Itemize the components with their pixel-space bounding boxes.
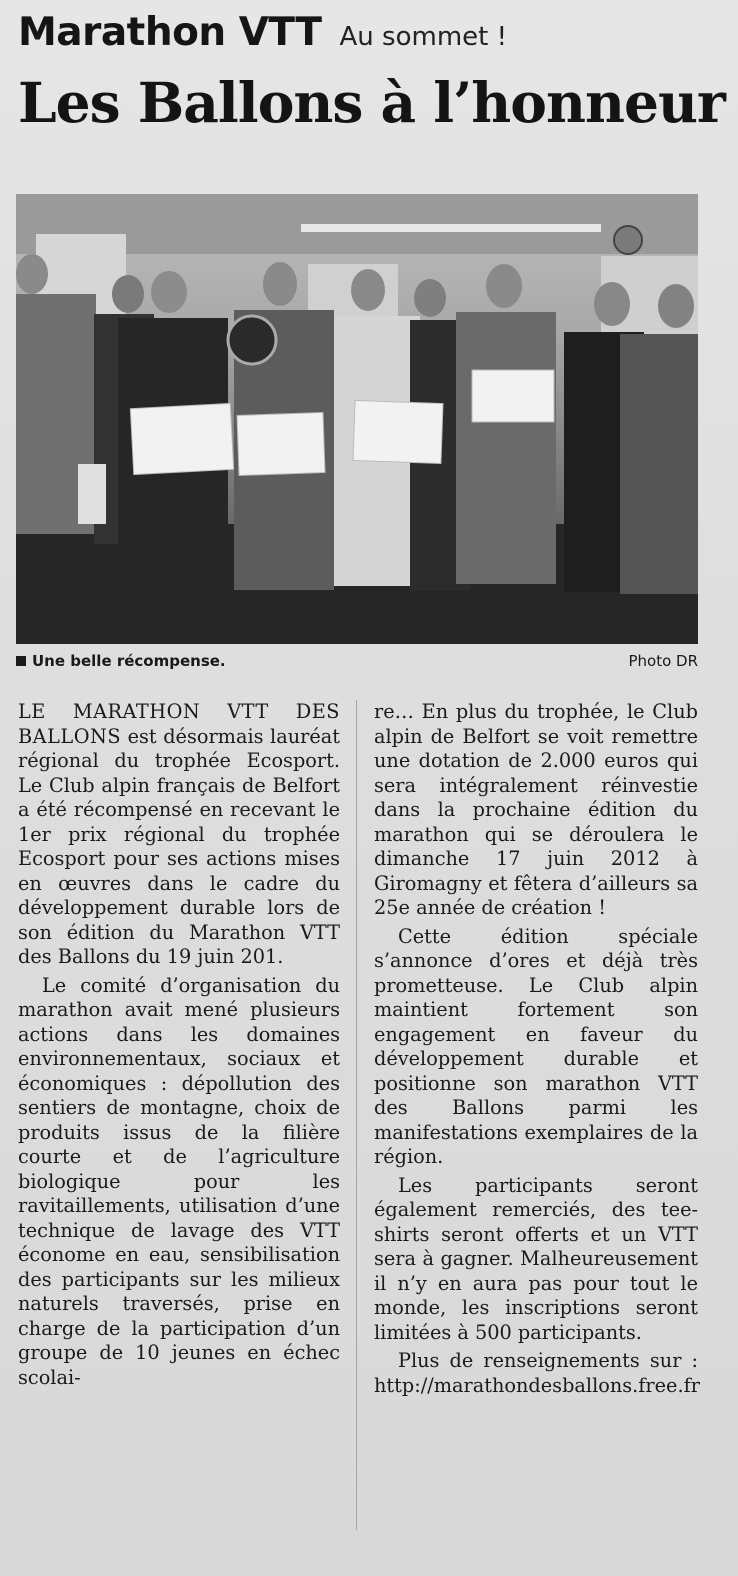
- article-column-right: [374, 700, 698, 1402]
- kicker-row: [18, 10, 507, 55]
- article-column-left: [18, 700, 340, 1394]
- article-paragraph-1: [18, 700, 340, 970]
- article-paragraph-4: Les participants seront également remerciés, des tee-shirts seront offerts et un VTT sera à gagner. Malheureusement il n’y en aura pas pour tout le monde, les inscriptions seront limitées à 500 participants.: [374, 1173, 698, 1344]
- article-paragraph-2-part-1: Le comité d’organisation du marathon avait mené plusieurs actions dans les domaines environnementaux, sociaux et économiques : dépollution des sentiers de montagne, choix de produits issus de la filière courte et de l’agriculture biologique pour les ravitaillements, utilisation d’une technique de lavage des VTT économe en eau, sensibilisation des participants sur les milieux naturels traversés, prise en charge de la participation d’un groupe de 10 jeunes en échec scolai-: [18, 973, 340, 1389]
- article-paragraph-5: Plus de renseignements sur : http://marathondesballons.free.fr: [374, 1349, 700, 1397]
- headline: Les Ballons à l’honneur: [18, 70, 725, 135]
- award-photo: [16, 194, 698, 644]
- photo-caption-text: Une belle récompense.: [32, 652, 226, 670]
- award-photo-illustration: [16, 194, 698, 644]
- article-paragraph-3: Cette édition spéciale s’annonce d’ores et déjà très prometteuse. Le Club alpin maintient fortement son engagement en faveur du développement durable et positionne son marathon VTT des Ballons parmi les manifestations exemplaires de la région.: [374, 924, 698, 1168]
- article-lead-caps: LE MARATHON VTT DES BALLONS: [18, 700, 340, 748]
- photo-credit: Photo DR: [628, 652, 698, 670]
- photo-caption-row: [16, 652, 698, 670]
- column-divider: [356, 700, 357, 1530]
- subkicker: Au sommet !: [339, 22, 508, 52]
- article-paragraph-1-text: est désormais lauréat régional du trophée Ecosport. Le Club alpin français de Belfort a été récompensé en recevant le 1er prix régional du trophée Ecosport pour ses actions mises en œuvres dans le cadre du développement durable lors de son édition du Marathon VTT des Ballons du 19 juin 201.: [18, 724, 340, 968]
- kicker: Marathon VTT: [18, 10, 322, 55]
- photo-caption: [16, 652, 226, 670]
- caption-square-icon: [16, 656, 26, 666]
- article-paragraph-2-part-2: re… En plus du trophée, le Club alpin de Belfort se voit remettre une dotation de 2.000 euros qui sera intégralement réinvestie dans la prochaine édition du marathon qui se déroulera le dimanche 17 juin 2012 à Giromagny et fêtera d’ailleurs sa 25e année de création !: [374, 700, 698, 919]
